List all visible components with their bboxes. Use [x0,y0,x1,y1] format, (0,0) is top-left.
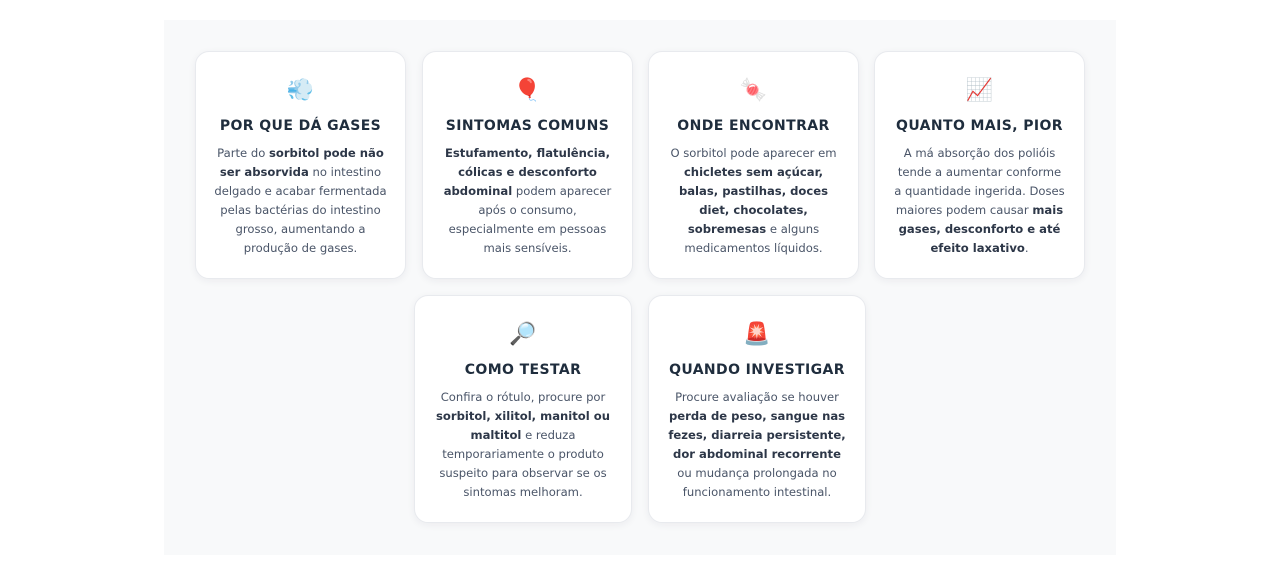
candy-icon: 🍬 [739,78,768,103]
card-where-to-find [648,51,859,279]
card-body: Parte do sorbitol pode não ser absorvida no intestino delgado e acabar fermentada pelas bactérias do intestino grosso, aumentando a produção de gases. [214,146,387,255]
magnifying-glass-icon: 🔎 [509,322,537,347]
dash-cloud-icon: 💨 [286,78,315,103]
card-common-symptoms [422,51,633,279]
balloon-icon: 🎈 [513,78,542,103]
card-title: SINTOMAS COMUNS [445,118,610,134]
card-how-to-test [414,295,632,523]
card-title: QUANDO INVESTIGAR [669,362,845,378]
card-more-is-worse [874,51,1085,279]
info-panel [164,20,1116,555]
card-why-gas [195,51,406,279]
card-body: O sorbitol pode aparecer em chicletes sem açúcar, balas, pastilhas, doces diet, chocolates, sobremesas e alguns medicamentos líquidos. [670,146,837,255]
card-title: COMO TESTAR [464,362,582,378]
card-when-to-investigate [648,295,866,523]
card-title: POR QUE DÁ GASES [219,118,382,134]
chart-increasing-icon: 📈 [965,78,994,103]
card-title: QUANTO MAIS, PIOR [896,118,1063,134]
card-body: Estufamento, flatulência, cólicas e desconforto abdominal podem aparecer após o consumo, especialmente em pessoas mais sensíveis. [443,146,612,255]
card-title: ONDE ENCONTRAR [677,118,830,134]
siren-light-icon: 🚨 [743,322,771,347]
card-body: Confira o rótulo, procure por sorbitol, xilitol, manitol ou maltitol e reduza temporariamente o produto suspeito para observar se os sintomas melhoram. [436,390,610,499]
card-body: A má absorção dos polióis tende a aumentar conforme a quantidade ingerida. Doses maiores podem causar mais gases, desconforto e até efeito laxativo. [894,146,1065,255]
card-body: Procure avaliação se houver perda de peso, sangue nas fezes, diarreia persistente, dor abdominal recorrente ou mudança prolongada no funcionamento intestinal. [668,390,846,499]
